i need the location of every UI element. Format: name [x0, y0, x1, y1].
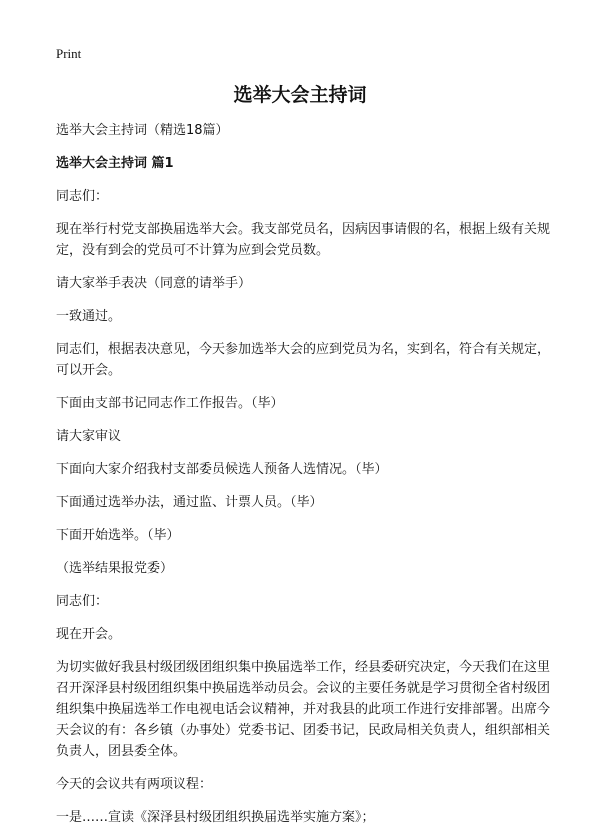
print-link[interactable]: Print — [56, 46, 82, 61]
paragraph: 现在开会。 — [56, 627, 122, 642]
paragraph: 请大家举手表决（同意的请举手） — [56, 276, 252, 291]
paragraph: 下面通过选举办法，通过监、计票人员。（毕） — [56, 495, 323, 510]
paragraph: 同志们： — [56, 594, 109, 609]
section-heading: 选举大会主持词 篇1 — [56, 156, 174, 171]
paragraph: 今天的会议共有两项议程： — [56, 777, 213, 792]
paragraph: 一是……宣读《深泽县村级团组织换届选举实施方案》； — [56, 810, 375, 825]
paragraph: 选举大会主持词（精选18篇） — [56, 123, 229, 138]
paragraph: 下面向大家介绍我村支部委员候选人预备人选情况。（毕） — [56, 462, 388, 477]
document-title: 选举大会主持词 — [233, 84, 367, 106]
paragraph: 下面由支部书记同志作工作报告。（毕） — [56, 396, 284, 411]
paragraph: 为切实做好我县村级团级团组织集中换届选举工作，经县委研究决定，今天我们在这里召开深泽县村级团组织集中换届选举动员会。会议的主要任务就是学习贯彻全省村级团组织集中换届选举工作电视电话会议精神，并对我县的此项工作进行安排部署。出席今天会议的有：各乡镇（办事处）党委书记、团委书记，民政局相关负责人，组织部相关负责人，团县委全体。 — [56, 660, 551, 759]
paragraph: （选举结果报党委） — [56, 561, 174, 576]
paragraph: 一致通过。 — [56, 309, 122, 324]
paragraph: 现在举行村党支部换届选举大会。我支部党员名，因病因事请假的名，根据上级有关规定，没有到会的党员可不计算为应到会党员数。 — [56, 222, 551, 258]
paragraph: 同志们，根据表决意见，今天参加选举大会的应到党员为名，实到名，符合有关规定，可以开会。 — [56, 342, 551, 378]
paragraph: 请大家审议 — [56, 429, 122, 444]
paragraph: 同志们： — [56, 189, 109, 204]
paragraph: 下面开始选举。（毕） — [56, 528, 180, 543]
document-body — [56, 120, 556, 840]
